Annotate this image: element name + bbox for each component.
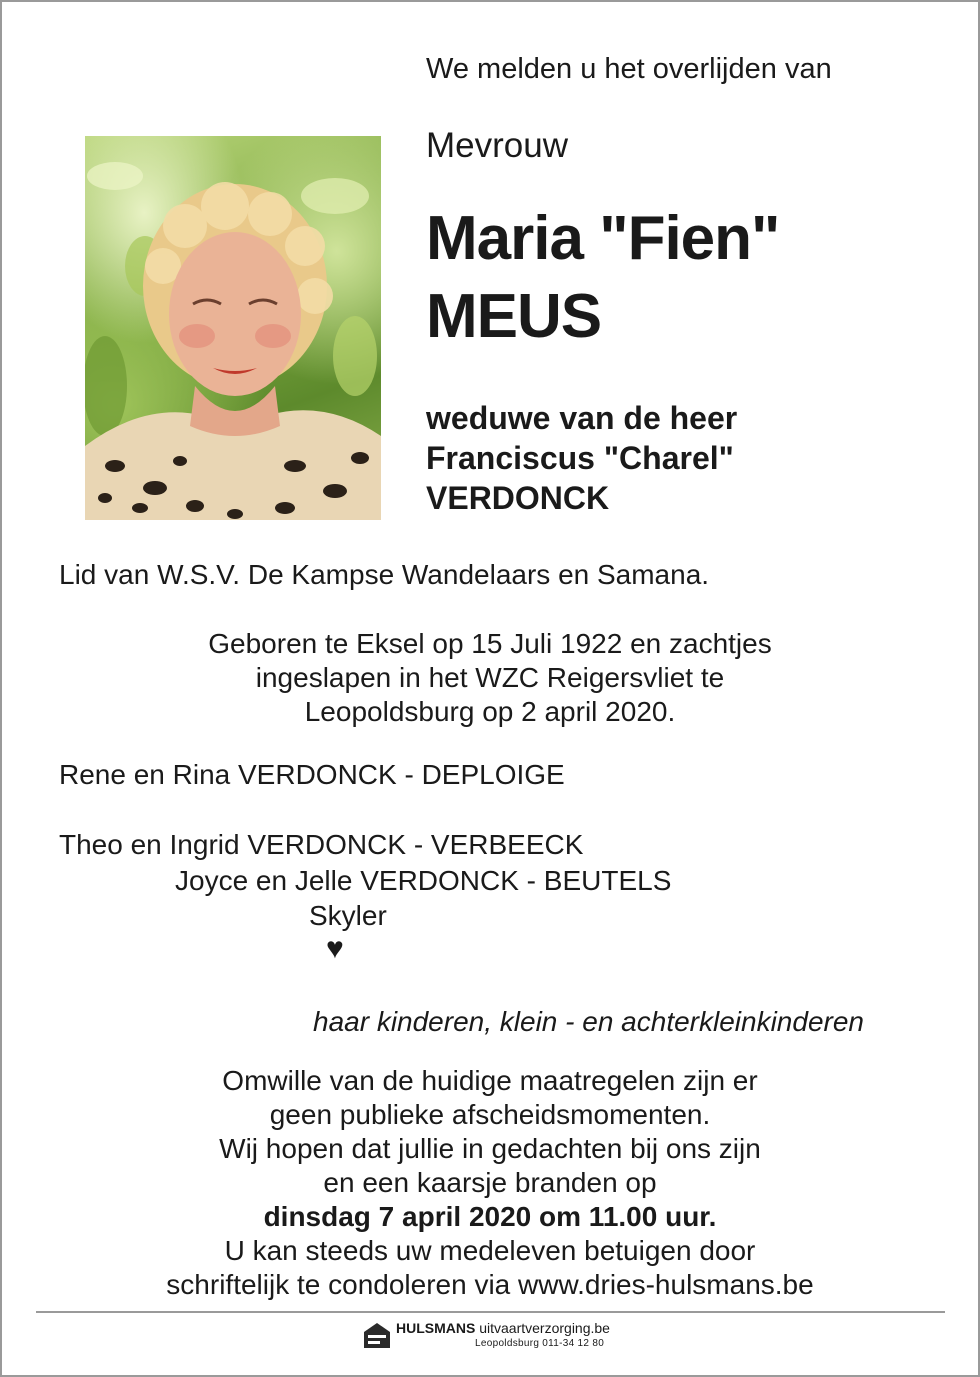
family-line: Theo en Ingrid VERDONCK - VERBEECK <box>59 829 584 860</box>
notice-line: en een kaarsje branden op <box>323 1167 657 1198</box>
footer <box>362 1319 632 1355</box>
brand-rest: uitvaartverzorging.be <box>475 1320 610 1336</box>
brand-name <box>396 1319 610 1337</box>
birth-line: Leopoldsburg op 2 april 2020. <box>304 696 676 727</box>
relatives-caption: haar kinderen, klein - en achterkleinkinderen <box>313 1006 864 1037</box>
notice-date: dinsdag 7 april 2020 om 11.00 uur. <box>263 1201 717 1232</box>
spouse-line: Franciscus "Charel" <box>426 440 734 476</box>
spouse-info <box>426 398 946 518</box>
family-line: Skyler <box>309 900 387 931</box>
birth-line: Geboren te Eksel op 15 Juli 1922 en zachtjes <box>208 628 772 659</box>
birth-death-text <box>0 627 980 729</box>
notice-line: schriftelijk te condoleren via www.dries-hulsmans.be <box>166 1269 814 1300</box>
notice-line: Omwille van de huidige maatregelen zijn er <box>222 1065 758 1096</box>
family-line: Rene en Rina VERDONCK - DEPLOIGE <box>59 759 565 790</box>
footer-divider <box>36 1311 945 1313</box>
hulsmans-logo-icon <box>362 1320 392 1350</box>
portrait-photo <box>85 136 381 520</box>
deceased-first-name: Maria "Fien" <box>426 204 780 273</box>
brand-bold: HULSMANS <box>396 1320 476 1336</box>
spouse-line: VERDONCK <box>426 480 610 516</box>
heart-icon: ♥ <box>326 932 344 965</box>
portrait-illustration <box>85 136 381 520</box>
family-line: Joyce en Jelle VERDONCK - BEUTELS <box>175 865 672 896</box>
notice-line: U kan steeds uw medeleven betuigen door <box>224 1235 756 1266</box>
notice-line: geen publieke afscheidsmomenten. <box>269 1099 711 1130</box>
birth-line: ingeslapen in het WZC Reigersvliet te <box>255 662 725 693</box>
notice-line: Wij hopen dat jullie in gedachten bij ons zijn <box>219 1133 761 1164</box>
honorific-title: Mevrouw <box>426 126 568 165</box>
brand-address: Leopoldsburg 011-34 12 80 <box>475 1338 605 1349</box>
membership-text: Lid van W.S.V. De Kampse Wandelaars en Samana. <box>59 559 710 590</box>
spouse-line: weduwe van de heer <box>426 400 738 436</box>
ceremony-notice <box>0 1064 980 1302</box>
deceased-last-name: MEUS <box>426 282 602 351</box>
announcement-intro: We melden u het overlijden van <box>426 53 832 85</box>
